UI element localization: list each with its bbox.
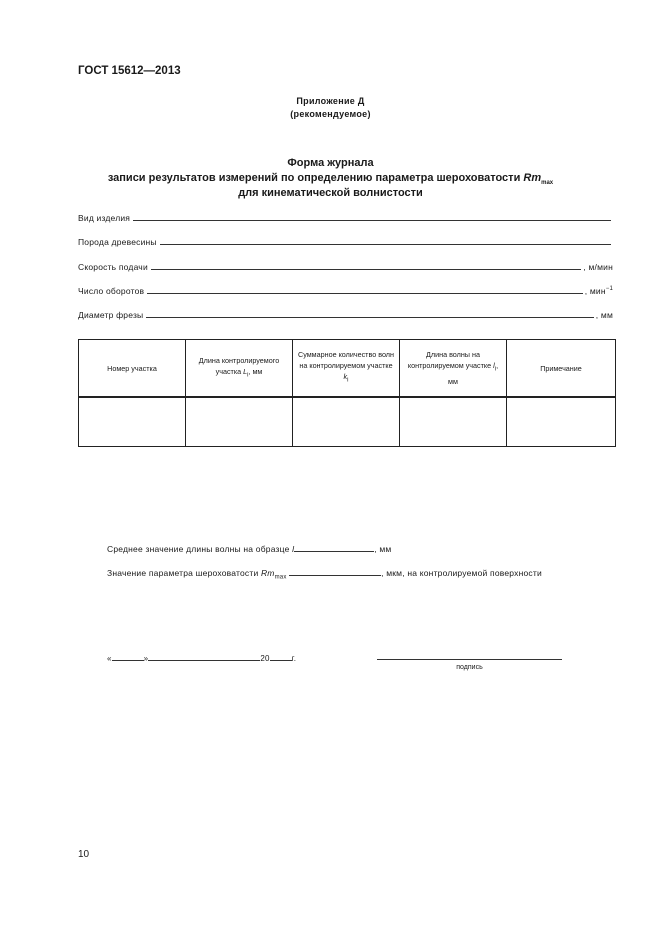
- date-day-blank[interactable]: [112, 652, 144, 661]
- table-cell[interactable]: [293, 397, 400, 447]
- roughness-param-subscript: max: [274, 574, 287, 581]
- table-cell[interactable]: [79, 397, 186, 447]
- table-cell[interactable]: [400, 397, 507, 447]
- roughness-param-blank[interactable]: [289, 567, 381, 576]
- field-cutter-diameter[interactable]: [78, 309, 613, 320]
- col-header-wave-count: Суммарное количество волн на контролируемом участке $k_i$: [293, 340, 400, 398]
- mean-wavelength-blank[interactable]: [294, 543, 374, 552]
- date-year-prefix: 20: [260, 654, 270, 663]
- page-number: 10: [78, 849, 90, 860]
- date-month-blank[interactable]: [148, 652, 260, 661]
- field-label: Порода древесины: [78, 237, 157, 247]
- form-title-line2: [0, 172, 661, 186]
- field-feed-speed[interactable]: [78, 261, 613, 272]
- roughness-param-tail: , мкм, на контролируемой поверхности: [381, 568, 542, 578]
- field-line[interactable]: [160, 236, 611, 245]
- field-line[interactable]: [147, 285, 582, 294]
- field-line[interactable]: [146, 309, 593, 318]
- field-label: Диаметр фрезы: [78, 310, 144, 320]
- form-title-line3: для кинематической волнистости: [238, 187, 423, 199]
- form-title-line2-text: записи результатов измерений по определению параметра шероховатости: [107, 172, 524, 184]
- field-label: Скорость подачи: [78, 262, 148, 272]
- field-unit: , мин$^{-1}$: [584, 286, 613, 296]
- table-cell[interactable]: [186, 397, 293, 447]
- date-quote-close: »: [143, 654, 149, 663]
- roughness-param-line: [107, 567, 542, 581]
- field-line[interactable]: [133, 212, 611, 221]
- date-line: [107, 652, 296, 663]
- col-header-section-length: Длина контролируемого участка $L_i$, мм: [186, 340, 293, 398]
- form-title-symbol: Rm: [523, 172, 542, 184]
- field-label: Вид изделия: [78, 213, 131, 223]
- signature-line[interactable]: [377, 650, 562, 660]
- date-year-blank[interactable]: [270, 652, 292, 661]
- measurement-table: [78, 339, 616, 447]
- appendix-subtitle: (рекомендуемое): [290, 109, 371, 119]
- table-cell[interactable]: [507, 397, 616, 447]
- col-header-wave-length: Длина волны на контролируемом участке $l_i$, мм: [400, 340, 507, 398]
- date-year-suffix: г.: [291, 654, 297, 663]
- form-title-subscript: max: [541, 180, 554, 187]
- roughness-param-symbol: Rm: [260, 568, 275, 578]
- standard-title: ГОСТ 15612—2013: [78, 65, 181, 77]
- mean-wavelength-symbol: l: [292, 544, 295, 554]
- field-label: Число оборотов: [78, 286, 145, 296]
- field-line[interactable]: [151, 261, 581, 270]
- form-title-line1: Форма журнала: [287, 157, 374, 169]
- field-unit: , мм: [595, 310, 613, 320]
- mean-wavelength-line: [107, 543, 391, 554]
- roughness-param-label: Значение параметра шероховатости: [107, 568, 259, 578]
- col-header-section-number: Номер участка: [79, 340, 186, 398]
- field-product-type[interactable]: [78, 212, 613, 223]
- field-rotation-count[interactable]: [78, 285, 613, 296]
- mean-wavelength-unit: , мм: [374, 544, 392, 554]
- col-header-note: Примечание: [507, 340, 616, 398]
- mean-wavelength-label: Среднее значение длины волны на образце: [107, 544, 290, 554]
- field-wood-species[interactable]: [78, 236, 613, 247]
- signature-caption: подпись: [456, 664, 483, 671]
- field-unit: , м/мин: [583, 262, 613, 272]
- appendix-title: Приложение Д: [296, 96, 365, 106]
- date-quote-open: «: [107, 654, 112, 663]
- table-header-row: [79, 340, 616, 398]
- table-row: [79, 397, 616, 447]
